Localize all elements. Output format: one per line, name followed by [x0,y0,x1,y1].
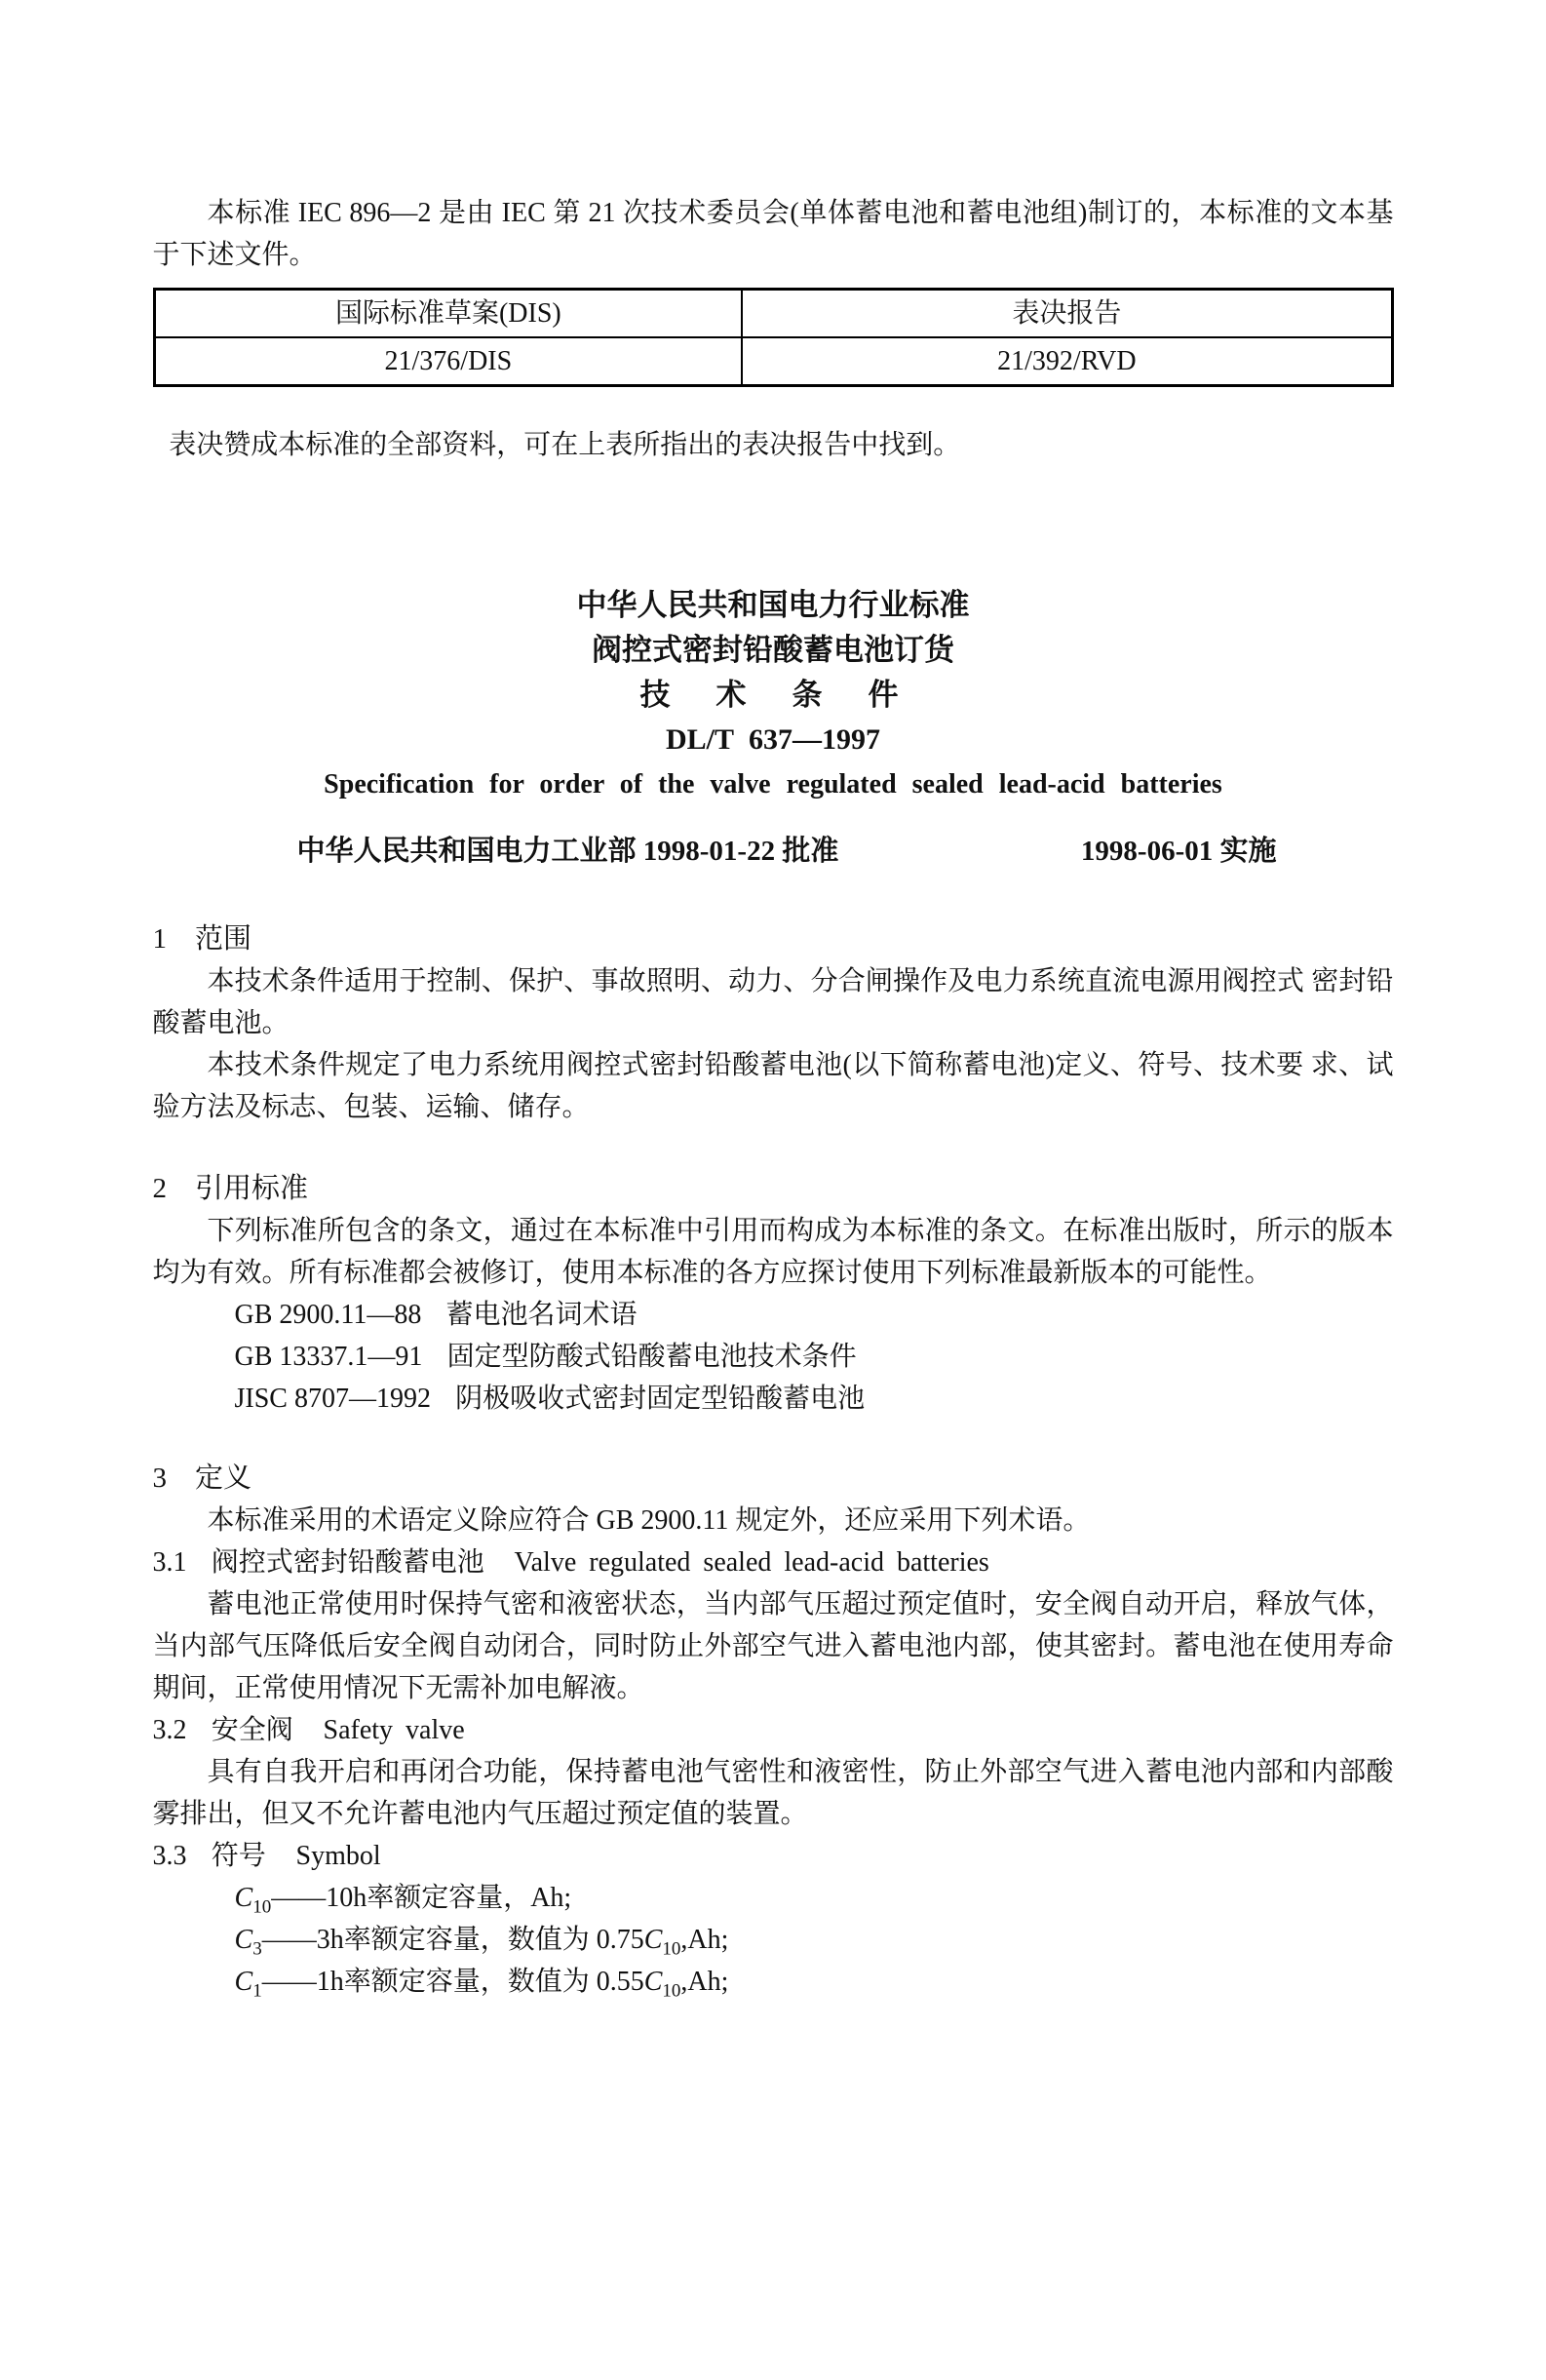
document-content [153,192,1394,2003]
implementation-date: 1998-06-01 实施 [1080,836,1277,867]
subsection-32-number: 3.2 [152,1715,187,1745]
vote-table-data-row [154,337,1392,386]
vote-table-cell-report: 21/392/RVD [742,337,1392,386]
subsection-33-heading [153,1835,1394,1877]
vote-note: 表决赞成本标准的全部资料，可在上表所指出的表决报告中找到。 [169,430,961,460]
reference-code: JISC 8707—1992 [234,1384,431,1414]
symbol-letter: C [643,1925,663,1955]
section-3-title: 定义 [195,1463,252,1494]
subsection-33-number: 3.3 [152,1841,187,1871]
section-3-number: 3 [152,1463,167,1494]
vote-table-header-report: 表决报告 [742,290,1392,338]
symbol-description: ——1h率额定容量，数值为 0.55 [261,1967,644,1997]
standard-org-title: 中华人民共和国电力行业标准 [576,588,970,623]
section-3-heading [153,1458,1394,1500]
symbol-description: ——10h率额定容量，Ah; [271,1883,572,1913]
symbol-letter: C [643,1967,663,1997]
subsection-31-number: 3.1 [152,1547,187,1578]
approval-authority-date: 中华人民共和国电力工业部 1998-01-22 批准 [296,836,839,867]
standard-type-title: 技 术 条 件 [639,678,907,713]
symbol-subscript: 10 [662,1980,681,2002]
symbol-letter: C [234,1883,253,1913]
subsection-32-body: 具有自我开启和再闭合功能，保持蓄电池气密性和液密性，防止外部空气进入蓄电池内部和内部酸雾排出，但又不允许蓄电池内气压超过预定值的装置。 [152,1757,1394,1829]
subsection-31-body: 蓄电池正常使用时保持气密和液密状态，当内部气压超过预定值时，安全阀自动开启，释放气体，当内部气压降低后安全阀自动闭合，同时防止外部空气进入蓄电池内部，使其密封。蓄电池在使用寿命期间，正常使用情况下无需补加电解液。 [152,1589,1394,1703]
symbol-definition-c1 [153,1961,1394,2003]
subsection-31-title-zh: 阀控式密封铅酸蓄电池 [211,1547,484,1578]
symbol-description: ,Ah; [680,1967,729,1997]
reference-title: 固定型防酸式铅酸蓄电池技术条件 [446,1342,857,1372]
subsection-31-title-en: Valve regulated sealed lead-acid batteries [514,1547,989,1578]
reference-item [153,1378,1394,1420]
standard-code: DL/T 637—1997 [666,723,880,756]
symbol-description: ——3h率额定容量，数值为 0.75 [261,1925,644,1955]
section-3-paragraph-1: 本标准采用的术语定义除应符合 GB 2900.11 规定外，还应采用下列术语。 [207,1505,1091,1536]
subsection-32-title-en: Safety valve [323,1715,465,1745]
subsection-32-title-zh: 安全阀 [211,1715,293,1745]
section-1-title: 范围 [195,923,252,955]
symbol-subscript: 10 [662,1938,681,1960]
vote-table [153,288,1394,387]
subsection-33-title-zh: 符号 [211,1841,266,1871]
symbol-subscript: 1 [252,1980,262,2002]
standard-document-page [0,192,1546,2380]
symbol-subscript: 10 [252,1896,272,1918]
subsection-32-heading [153,1709,1394,1751]
symbol-letter: C [234,1925,253,1955]
reference-code: GB 13337.1—91 [234,1342,423,1372]
subsection-31-heading [153,1541,1394,1583]
reference-item [153,1294,1394,1336]
intro-paragraph: 本标准 IEC 896—2 是由 IEC 第 21 次技术委员会(单体蓄电池和蓄电池组)制订的，本标准的文本基于下述文件。 [152,198,1394,270]
title-block [153,583,1394,807]
symbol-description: ,Ah; [680,1925,729,1955]
approval-line [153,831,1394,873]
reference-title: 蓄电池名词术语 [445,1300,638,1330]
section-2-number: 2 [152,1173,167,1204]
reference-item [153,1336,1394,1378]
section-2-paragraph-1: 下列标准所包含的条文，通过在本标准中引用而构成为本标准的条文。在标准出版时，所示的版本均为有效。所有标准都会被修订，使用本标准的各方应探讨使用下列标准最新版本的可能性。 [152,1216,1394,1288]
section-1-paragraph-1: 本技术条件适用于控制、保护、事故照明、动力、分合闸操作及电力系统直流电源用阀控式 密封铅酸蓄电池。 [152,966,1394,1038]
reference-code: GB 2900.11—88 [234,1300,422,1330]
symbol-letter: C [234,1967,253,1997]
reference-title: 阴极吸收式密封固定型铅酸蓄电池 [455,1384,866,1414]
section-1-paragraph-2: 本技术条件规定了电力系统用阀控式密封铅酸蓄电池(以下简称蓄电池)定义、符号、技术要 求、试验方法及标志、包装、运输、储存。 [152,1050,1394,1122]
vote-table-header-dis: 国际标准草案(DIS) [154,290,742,338]
vote-table-cell-dis: 21/376/DIS [154,337,742,386]
standard-english-title: Specification for order of the valve regulated sealed lead-acid batteries [324,769,1222,800]
section-2-heading [153,1168,1394,1210]
standard-subject-title: 阀控式密封铅酸蓄电池订货 [592,633,954,668]
symbol-definition-c10 [153,1877,1394,1919]
section-1-number: 1 [152,923,167,955]
vote-table-header-row [154,290,1392,338]
section-1-heading [153,918,1394,960]
symbol-definition-c3 [153,1919,1394,1961]
symbol-subscript: 3 [252,1938,262,1960]
subsection-33-title-en: Symbol [295,1841,381,1871]
section-2-title: 引用标准 [195,1173,309,1204]
